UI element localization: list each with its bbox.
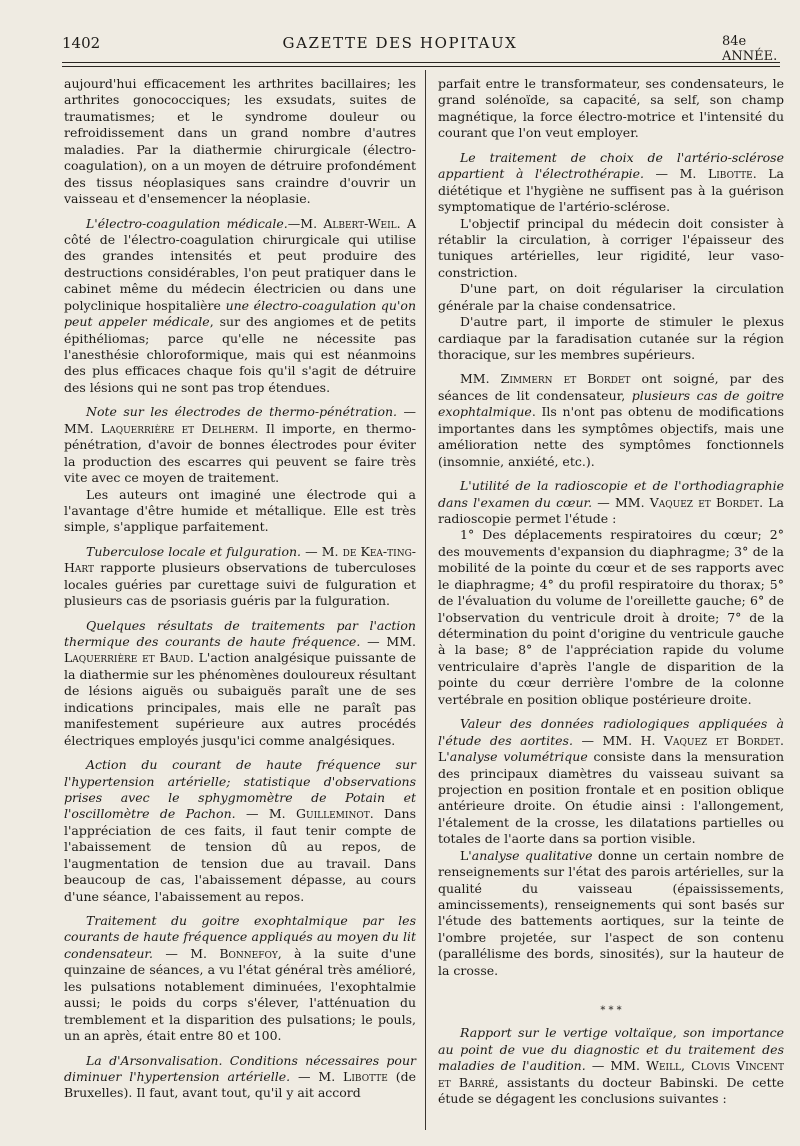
page-header	[0, 34, 800, 64]
abstract-authors: — MM. Laquerrière et Delherm.	[64, 404, 416, 436]
abstract-paragraph: Note sur les électrodes de thermo-pénétration. — MM. Laquerrière et Delherm. Il importe, en thermo-pénétration, d'avoir de bonnes électrodes pour éviter la production des escarres qui peuvent se faire très vite avec ce moyen de traitement.	[64, 404, 416, 486]
header-rule	[62, 62, 780, 63]
abstract-authors: — M. Bonnefoy,	[152, 945, 282, 961]
paragraph: D'autre part, il importe de stimuler le plexus cardiaque par la faradisation cutanée sur la région thoracique, sur les membres supérieurs.	[438, 314, 784, 362]
abstract-authors: — M. Libotte.	[643, 166, 757, 182]
paragraph: parfait entre le transformateur, ses condensateurs, le grand solénoïde, sa capacité, sa self, son champ magnétique, la force électro-motrice et l'intensité du courant que l'on veut employer.	[438, 76, 784, 141]
year-label: 84e ANNÉE.	[722, 34, 778, 64]
abstract-title: L'utilité de la radioscopie et de l'orthodiagraphie dans l'examen du cœur.	[438, 478, 784, 510]
abstract-title: Action du courant de haute fréquence sur l'hypertension artérielle; statistique d'observations prises avec le sphygmomètre de Potain et l'oscillomètre de Pachon.	[64, 757, 416, 822]
abstract-paragraph: Action du courant de haute fréquence sur l'hypertension artérielle; statistique d'observations prises avec le sphygmomètre de Potain et l'oscillomètre de Pachon. — M. Guilleminot. Dans l'appréciation de ces faits, il faut tenir compte de l'abaissement de tension dû au repos, de l'augmentation de tension due au travail. Dans beaucoup de cas, l'abaissement dépasse, au cours d'une séance, l'abaissement au repos.	[64, 757, 416, 904]
abstract-authors: — MM. Weill, Clovis Vincent et Barré,	[438, 1058, 784, 1090]
abstract-title: Quelques résultats de traitements par l'action thermique des courants de haute fréquence.	[64, 617, 416, 649]
abstract-authors: — MM. H. Vaquez et Bordet.	[572, 732, 784, 748]
abstract-title: L'électro-coagulation médicale.	[86, 215, 288, 231]
paragraph: Les auteurs ont imaginé une électrode qui a l'avantage d'être humide et métallique. Elle est très simple, s'applique parfaitement.	[64, 486, 416, 535]
abstract-paragraph: L'électro-coagulation médicale.—M. Albert-Weil. A côté de l'électro-coagulation chirurgicale qui utilise des grandes intensités et peut produire des destructions considérables, l'on peut pratiquer dans le cabinet même du médecin électricien ou dans une polyclinique hospitalière une électro-coagulation qu'on peut appeler médicale, sur des angiomes et de petits épithéliomas; parce qu'elle ne nécessite pas l'anesthésie chloroformique, mais qui est néanmoins des plus efficaces chaque fois qu'il s'agit de détruire des lésions qui ne sont pas trop étendues.	[64, 215, 416, 395]
column-divider	[425, 70, 426, 1130]
abstract-authors: — M. Guilleminot.	[235, 806, 374, 822]
abstract-title: La d'Arsonvalisation. Conditions nécessaires pour diminuer l'hypertension artérielle.	[64, 1052, 416, 1084]
abstract-authors: — M. de Kea-ting-Hart	[64, 543, 416, 576]
header-rule-double	[62, 66, 780, 67]
right-column	[438, 76, 784, 1107]
abstract-authors: — MM. Vaquez et Bordet.	[592, 494, 764, 510]
abstract-paragraph: Rapport sur le vertige voltaïque, son importance au point de vue du diagnostic et du traitement des maladies de l'audition. — MM. Weill, Clovis Vincent et Barré, assistants du docteur Babinski. De cette étude se dégagent les conclusions suivantes :	[438, 1025, 785, 1106]
paragraph: aujourd'hui efficacement les arthrites bacillaires; les arthrites gonococciques; les exsudats, suites de traumatismes; et le syndrome douleur ou refroidissement dans un grand nombre d'autres maladies. Par la diathermie chirurgicale (électro-coagulation), on a un moyen de détruire profondément des tissus néoplasiques sans craindre d'ouvrir un vaisseau et d'ensemencer la néoplasie.	[64, 76, 416, 207]
abstract-authors: —M. Albert-Weil.	[287, 215, 401, 231]
abstract-title: Le traitement de choix de l'artério-sclérose appartient à l'électrothérapie.	[438, 149, 784, 182]
paragraph: L'analyse qualitative donne un certain nombre de renseignements sur l'état des parois artérielles, sur la qualité du vaisseau (épaississements, amincissements), renseignements qui sont basés sur l'étude des battements aortiques, sur la teinte de l'ombre projetée, sur l'aspect de son contenu (parallélisme des bords, sinosités), sur la hauteur de la crosse.	[438, 847, 784, 978]
abstract-authors: — MM. Laquerrière et Baud.	[64, 634, 416, 666]
left-column	[64, 76, 416, 1102]
paragraph: 1° Des déplacements respiratoires du cœur; 2° des mouvements d'expansion du diaphragme; 3° de la mobilité de la pointe du cœur et de ses rapports avec le diaphragme; 4° du profil respiratoire du thorax; 5° de l'évaluation du volume de l'oreillette gauche; 6° de l'observation du ventricule droit à droite; 7° de la détermination du point d'origine du ventricule gauche à la base; 8° de l'appréciation rapide du volume ventriculaire d'après l'angle de disparition de la pointe du cœur derrière l'ombre de la colonne vertébrale en position oblique postérieure droite.	[438, 527, 784, 707]
page-number: 1402	[62, 34, 101, 52]
abstract-authors: MM. Zimmern et Bordet	[460, 371, 631, 387]
abstract-authors: — M. Libotte	[290, 1068, 388, 1084]
abstract-title: Tuberculose locale et fulguration.	[86, 543, 302, 559]
abstract-paragraph: Quelques résultats de traitements par l'action thermique des courants de haute fréquence. — MM. Laquerrière et Baud. L'action analgésique puissante de la diathermie sur les phénomènes douloureux résultant de lésions aiguës ou subaiguës paraît une de ses indications principales, mais elle ne paraît pas manifestement supérieure aux autres procédés électriques employés jusqu'ici comme analgésiques.	[64, 617, 416, 748]
abstract-title: Traitement du goitre exophtalmique par les courants de haute fréquence appliqués au moyen du lit condensateur.	[64, 913, 416, 961]
journal-title: GAZETTE DES HOPITAUX	[282, 34, 518, 52]
abstract-paragraph: Tuberculose locale et fulguration. — M. de Kea-ting-Hart rapporte plusieurs observations de tuberculoses locales guéries par curettage suivi de fulguration et plusieurs cas de psoriasis guéris par la fulguration.	[64, 543, 416, 609]
paragraph: D'une part, on doit régulariser la circulation générale par la chaise condensatrice.	[438, 281, 784, 313]
abstract-paragraph: Traitement du goitre exophtalmique par les courants de haute fréquence appliqués au moyen du lit condensateur. — M. Bonnefoy, à la suite d'une quinzaine de séances, a vu l'état général très amélioré, les pulsations notablement diminuées, l'exophtalmie aussi; le poids du corps s'élever, l'atténuation du tremblement et la disparition des pulsations; le pouls, un an après, était entre 80 et 100.	[64, 913, 416, 1044]
abstract-title: Rapport sur le vertige voltaïque, son importance au point de vue du diagnostic et du traitement des maladies de l'audition.	[438, 1025, 784, 1074]
abstract-paragraph: La d'Arsonvalisation. Conditions nécessaires pour diminuer l'hypertension artérielle. — M. Libotte (de Bruxelles). Il faut, avant tout, qu'il y ait accord	[64, 1052, 417, 1101]
abstract-paragraph: MM. Zimmern et Bordet ont soigné, par des séances de lit condensateur, plusieurs cas de goitre exophtalmique. Ils n'ont pas obtenu de modifications importantes dans les symptômes objectifs, mais une amélioration nette des symptômes fonctionnels (insomnie, anxiété, etc.).	[438, 371, 784, 469]
paragraph: L'objectif principal du médecin doit consister à rétablir la circulation, à corriger l'épaisseur des tuniques artérielles, leur rigidité, leur vaso-constriction.	[438, 215, 784, 280]
abstract-paragraph: L'utilité de la radioscopie et de l'orthodiagraphie dans l'examen du cœur. — MM. Vaquez et Bordet. La radioscopie permet l'étude :	[438, 478, 784, 526]
abstract-title: Note sur les électrodes de thermo-pénétration.	[86, 404, 398, 420]
abstract-title: Valeur des données radiologiques appliquées à l'étude des aortites.	[438, 716, 784, 748]
abstract-paragraph: Valeur des données radiologiques appliquées à l'étude des aortites. — MM. H. Vaquez et Bordet. L'analyse volumétrique consiste dans la mensuration des principaux diamètres du vaisseau suivant sa projection en position frontale et en position oblique antérieure droite. On étudie ainsi : l'allongement, l'étalement de la crosse, les dilatations partielles ou totales de l'aorte dans sa portion visible.	[438, 716, 784, 847]
abstract-paragraph: Le traitement de choix de l'artério-sclérose appartient à l'électrothérapie. — M. Libotte. La diététique et l'hygiène ne suffisent pas à la guérison symptomatique de l'artério-sclérose.	[438, 149, 785, 215]
section-separator: * * *	[600, 1005, 622, 1017]
